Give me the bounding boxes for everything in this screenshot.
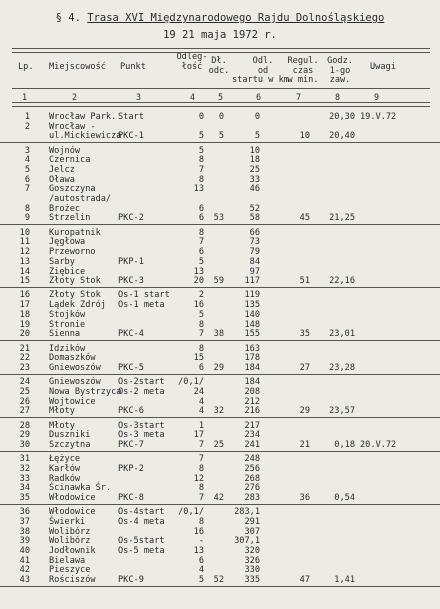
column-number: 7 <box>296 92 302 102</box>
first-competitor-hour: 23,01 <box>329 329 355 340</box>
first-competitor-hour: 23,57 <box>329 406 355 417</box>
row-number: 29 <box>19 430 30 441</box>
place-name: Włodowice <box>49 492 96 503</box>
control-point: Os-3 meta <box>118 430 165 441</box>
row-number: 2 <box>24 121 30 132</box>
first-competitor-hour: 1,41 <box>334 575 355 585</box>
distance-from-start: 79 <box>249 247 260 258</box>
place-name: /autostrada/ <box>49 194 112 205</box>
header-lp: Lp. <box>18 62 34 72</box>
distance: 6 <box>198 247 204 258</box>
control-point: Os-2start <box>118 377 165 388</box>
distance-from-start: 33 <box>249 174 260 185</box>
distance: 6 <box>198 362 204 373</box>
column-number: 8 <box>335 92 341 102</box>
control-point: Os-4 meta <box>118 516 165 527</box>
distance-from-start: 66 <box>249 227 260 238</box>
table-row <box>0 330 440 341</box>
control-point: Os-5 meta <box>118 545 165 556</box>
distance-from-start: 10 <box>249 145 260 156</box>
distance: 5 <box>198 256 204 267</box>
column-number: 2 <box>72 92 78 102</box>
regulation-time: 35 <box>299 329 310 340</box>
distance: 4 <box>198 406 204 417</box>
distance: 16 <box>193 526 204 537</box>
row-number: 7 <box>24 184 30 195</box>
table-row <box>0 441 440 452</box>
distance-from-start: 178 <box>244 353 260 364</box>
table-row <box>0 132 440 143</box>
place-name: Wojnów <box>49 145 81 156</box>
row-number: 1 <box>24 112 30 122</box>
distance: 5 <box>198 145 204 156</box>
place-name: Ścinawka Śr. <box>49 483 112 494</box>
distance-from-start: 73 <box>249 237 260 248</box>
place-name: Sienna <box>49 329 81 340</box>
place-name: Radków <box>49 473 81 484</box>
distance-from-start: 117 <box>244 276 260 287</box>
place-name: Włodowice <box>49 507 96 518</box>
place-name: Gniewoszów <box>49 362 101 373</box>
control-point: Os-5start <box>118 536 165 547</box>
place-name: Ziębice <box>49 266 86 277</box>
row-number: 11 <box>19 237 30 248</box>
row-number: 16 <box>19 290 30 301</box>
first-competitor-hour: 22,16 <box>329 276 355 287</box>
distance-from-start: 241 <box>244 439 260 450</box>
row-number: 28 <box>19 420 30 431</box>
row-number: 13 <box>19 256 30 267</box>
table-row <box>0 214 440 225</box>
row-number: 19 <box>19 319 30 330</box>
regulation-time: 45 <box>299 213 310 224</box>
distance: 4 <box>198 565 204 576</box>
note: 19.V.72 <box>360 112 397 122</box>
route-section <box>0 113 440 143</box>
column-number: 6 <box>256 92 262 102</box>
distance: 13 <box>193 545 204 556</box>
distance-from-start: 0 <box>254 112 260 122</box>
regulation-time: 47 <box>299 575 310 585</box>
route-title: Trasa XVI Międzynarodowego Rajdu Dolnośląskiego <box>87 12 385 24</box>
section-length: 59 <box>213 276 224 287</box>
place-name: Jodłownik <box>49 545 96 556</box>
place-name: Lądek Zdrój <box>49 300 106 311</box>
header-top-rule <box>12 48 430 53</box>
distance-from-start: 163 <box>244 343 260 354</box>
row-number: 34 <box>19 483 30 494</box>
control-point: PKC-2 <box>118 213 144 224</box>
regulation-time: 21 <box>299 439 310 450</box>
first-competitor-hour: 21,25 <box>329 213 355 224</box>
place-name: Wojtowice <box>49 396 96 407</box>
distance-from-start: 97 <box>249 266 260 277</box>
section-length: 5 <box>218 131 224 142</box>
header-distance: Odleg- łość <box>176 52 208 72</box>
row-number: 22 <box>19 353 30 364</box>
distance-from-start: 52 <box>249 203 260 214</box>
distance-from-start: 234 <box>244 430 260 441</box>
place-name: Strzelin <box>49 213 91 224</box>
row-number: 33 <box>19 473 30 484</box>
distance: 7 <box>198 492 204 503</box>
distance-from-start: 256 <box>244 463 260 474</box>
distance: 8 <box>198 463 204 474</box>
control-point: Os-4start <box>118 507 165 518</box>
first-competitor-hour: 23,28 <box>329 362 355 373</box>
place-name: Gniewoszów <box>49 377 101 388</box>
distance-from-start: 184 <box>244 362 260 373</box>
control-point: PKC-7 <box>118 439 144 450</box>
distance-from-start: 18 <box>249 155 260 166</box>
note: 20.V.72 <box>360 439 397 450</box>
distance-from-start: 135 <box>244 300 260 311</box>
row-number: 21 <box>19 343 30 354</box>
row-number: 8 <box>24 203 30 214</box>
table-row <box>0 576 440 587</box>
place-name: Oława <box>49 174 75 185</box>
row-number: 37 <box>19 516 30 527</box>
distance: 7 <box>198 439 204 450</box>
row-number: 14 <box>19 266 30 277</box>
control-point: PKC-4 <box>118 329 144 340</box>
row-number: 3 <box>24 145 30 156</box>
place-name: Domaszków <box>49 353 96 364</box>
row-number: 6 <box>24 174 30 185</box>
place-name: Świerki <box>49 516 86 527</box>
distance-from-start: 283,1 <box>234 507 260 518</box>
distance-from-start: 25 <box>249 165 260 176</box>
distance-from-start: 58 <box>249 213 260 224</box>
place-name: Łężyce <box>49 454 81 465</box>
control-point: Os-1 start <box>118 290 170 301</box>
column-number: 9 <box>374 92 380 102</box>
control-point: PKC-1 <box>118 131 144 142</box>
route-section <box>0 378 440 418</box>
column-number: 5 <box>218 92 224 102</box>
distance: 6 <box>198 555 204 566</box>
place-name: Karłów <box>49 463 81 474</box>
place-name: Młoty <box>49 406 75 417</box>
table-row <box>0 494 440 505</box>
row-number: 25 <box>19 386 30 397</box>
section-length: 53 <box>213 213 224 224</box>
row-number: 12 <box>19 247 30 258</box>
control-point: Os-3start <box>118 420 165 431</box>
section-number: § 4. <box>55 12 81 24</box>
distance: 7 <box>198 329 204 340</box>
place-name: Nowa Bystrzyca <box>49 386 122 397</box>
row-number: 38 <box>19 526 30 537</box>
distance: 8 <box>198 516 204 527</box>
regulation-time: 10 <box>299 131 310 142</box>
distance: 8 <box>198 155 204 166</box>
distance: 13 <box>193 266 204 277</box>
distance: 24 <box>193 386 204 397</box>
place-name: Brożec <box>49 203 81 214</box>
distance: 0 <box>198 112 204 122</box>
regulation-time: 36 <box>299 492 310 503</box>
control-point: Start <box>118 112 144 122</box>
distance: 4 <box>198 396 204 407</box>
row-number: 27 <box>19 406 30 417</box>
place-name: Sarby <box>49 256 75 267</box>
place-name: Idzików <box>49 343 86 354</box>
place-name: Stronie <box>49 319 86 330</box>
place-name: Wolibórz <box>49 536 91 547</box>
place-name: Czernica <box>49 155 91 166</box>
control-point: PKP-1 <box>118 256 144 267</box>
place-name: Rościszów <box>49 575 96 585</box>
distance: 12 <box>193 473 204 484</box>
distance-from-start: 320 <box>244 545 260 556</box>
distance-from-start: 283 <box>244 492 260 503</box>
distance: /0,1/ <box>178 507 204 518</box>
distance: /0,1/ <box>178 377 204 388</box>
place-name: Złoty Stok <box>49 276 101 287</box>
route-section <box>0 147 440 226</box>
first-competitor-hour: 20,30 <box>329 112 355 122</box>
distance-from-start: 5 <box>254 131 260 142</box>
row-number: 36 <box>19 507 30 518</box>
header-rule <box>12 88 430 89</box>
distance-from-start: 46 <box>249 184 260 195</box>
section-length: 25 <box>213 439 224 450</box>
header-place: Miejscowość <box>49 62 106 72</box>
route-section <box>0 455 440 504</box>
regulation-time: 27 <box>299 362 310 373</box>
distance: 1 <box>198 420 204 431</box>
distance: 5 <box>198 309 204 320</box>
row-number: 23 <box>19 362 30 373</box>
distance: 8 <box>198 319 204 330</box>
row-number: 35 <box>19 492 30 503</box>
row-number: 41 <box>19 555 30 566</box>
distance-from-start: 148 <box>244 319 260 330</box>
distance-from-start: 330 <box>244 565 260 576</box>
section-length: 52 <box>213 575 224 585</box>
control-point: Os-2 meta <box>118 386 165 397</box>
header-notes: Uwagi <box>370 62 396 72</box>
control-point: Os-1 meta <box>118 300 165 311</box>
first-competitor-hour: 0,18 <box>334 439 355 450</box>
distance: 15 <box>193 353 204 364</box>
place-name: Duszniki <box>49 430 91 441</box>
row-number: 18 <box>19 309 30 320</box>
place-name: Złoty Stok <box>49 290 101 301</box>
route-section <box>0 229 440 288</box>
row-number: 43 <box>19 575 30 585</box>
distance-from-start: 276 <box>244 483 260 494</box>
place-name: Jelcz <box>49 165 75 176</box>
row-number: 15 <box>19 276 30 287</box>
place-name: Wolibórz <box>49 526 91 537</box>
distance-from-start: 335 <box>244 575 260 585</box>
place-name: Goszczyna <box>49 184 96 195</box>
header-point: Punkt <box>120 62 146 72</box>
route-table <box>0 113 440 587</box>
row-number: 4 <box>24 155 30 166</box>
distance: 5 <box>198 131 204 142</box>
distance: 8 <box>198 227 204 238</box>
distance-from-start: 208 <box>244 386 260 397</box>
row-number: 26 <box>19 396 30 407</box>
control-point: PKC-5 <box>118 362 144 373</box>
distance-from-start: 217 <box>244 420 260 431</box>
distance: 5 <box>198 575 204 585</box>
event-dates: 19 21 maja 1972 r. <box>163 29 277 41</box>
control-point: PKC-8 <box>118 492 144 503</box>
section-length: 38 <box>213 329 224 340</box>
section-length: 42 <box>213 492 224 503</box>
header-regulation-time: Regul. czas w min. <box>287 56 319 85</box>
distance: 8 <box>198 174 204 185</box>
distance: 17 <box>193 430 204 441</box>
first-competitor-hour: 20,40 <box>329 131 355 142</box>
first-competitor-hour: 0,54 <box>334 492 355 503</box>
distance: 13 <box>193 184 204 195</box>
column-number: 3 <box>136 92 142 102</box>
row-number: 30 <box>19 439 30 450</box>
distance: - <box>198 536 204 547</box>
section-length: 32 <box>213 406 224 417</box>
row-number: 20 <box>19 329 30 340</box>
distance-from-start: 307,1 <box>234 536 260 547</box>
distance-from-start: 212 <box>244 396 260 407</box>
place-name: Szczytna <box>49 439 91 450</box>
row-number: 31 <box>19 454 30 465</box>
row-number: 39 <box>19 536 30 547</box>
distance-from-start: 184 <box>244 377 260 388</box>
distance: 7 <box>198 454 204 465</box>
place-name: Wrocław - <box>49 121 96 132</box>
route-section <box>0 291 440 340</box>
distance: 16 <box>193 300 204 311</box>
section-length: 29 <box>213 362 224 373</box>
distance: 6 <box>198 203 204 214</box>
distance-from-start: 291 <box>244 516 260 527</box>
row-number: 17 <box>19 300 30 311</box>
document-title <box>0 12 440 24</box>
row-number: 42 <box>19 565 30 576</box>
distance-from-start: 268 <box>244 473 260 484</box>
place-name: Stojków <box>49 309 86 320</box>
distance: 8 <box>198 483 204 494</box>
row-number: 40 <box>19 545 30 556</box>
route-section <box>0 422 440 452</box>
regulation-time: 29 <box>299 406 310 417</box>
distance: 2 <box>198 290 204 301</box>
regulation-time: 51 <box>299 276 310 287</box>
place-name: Wrocław Park. <box>49 112 117 122</box>
place-name: Młoty <box>49 420 75 431</box>
header-distance-from-start: Odl. od startu w km. <box>232 56 295 85</box>
control-point: PKC-9 <box>118 575 144 585</box>
control-point: PKC-6 <box>118 406 144 417</box>
row-number: 24 <box>19 377 30 388</box>
route-section <box>0 345 440 375</box>
distance-from-start: 326 <box>244 555 260 566</box>
place-name: Bielawa <box>49 555 86 566</box>
table-row <box>0 407 440 418</box>
column-number: 1 <box>22 92 28 102</box>
distance-from-start: 248 <box>244 454 260 465</box>
header-section-length: Dł. odc. <box>208 56 230 76</box>
column-number: 4 <box>190 92 196 102</box>
distance: 7 <box>198 237 204 248</box>
distance-from-start: 155 <box>244 329 260 340</box>
distance-from-start: 84 <box>249 256 260 267</box>
distance-from-start: 307 <box>244 526 260 537</box>
section-length: 0 <box>218 112 224 122</box>
place-name: Przeworno <box>49 247 96 258</box>
row-number: 5 <box>24 165 30 176</box>
route-section <box>0 508 440 587</box>
row-number: 9 <box>24 213 30 224</box>
distance: 6 <box>198 213 204 224</box>
place-name: Kuropatnik <box>49 227 101 238</box>
row-number: 10 <box>19 227 30 238</box>
distance: 7 <box>198 165 204 176</box>
distance-from-start: 140 <box>244 309 260 320</box>
place-name: Jęgłowa <box>49 237 86 248</box>
place-name: ul.Mickiewicza <box>49 131 122 142</box>
distance-from-start: 216 <box>244 406 260 417</box>
place-name: Pieszyce <box>49 565 91 576</box>
distance-from-start: 119 <box>244 290 260 301</box>
distance: 8 <box>198 343 204 354</box>
header-first-competitor-hour: Godz. 1-go zaw. <box>327 56 353 85</box>
row-number: 32 <box>19 463 30 474</box>
distance: 20 <box>193 276 204 287</box>
control-point: PKP-2 <box>118 463 144 474</box>
control-point: PKC-3 <box>118 276 144 287</box>
body-top-rule <box>12 102 430 107</box>
table-row <box>0 364 440 375</box>
table-row <box>0 277 440 288</box>
